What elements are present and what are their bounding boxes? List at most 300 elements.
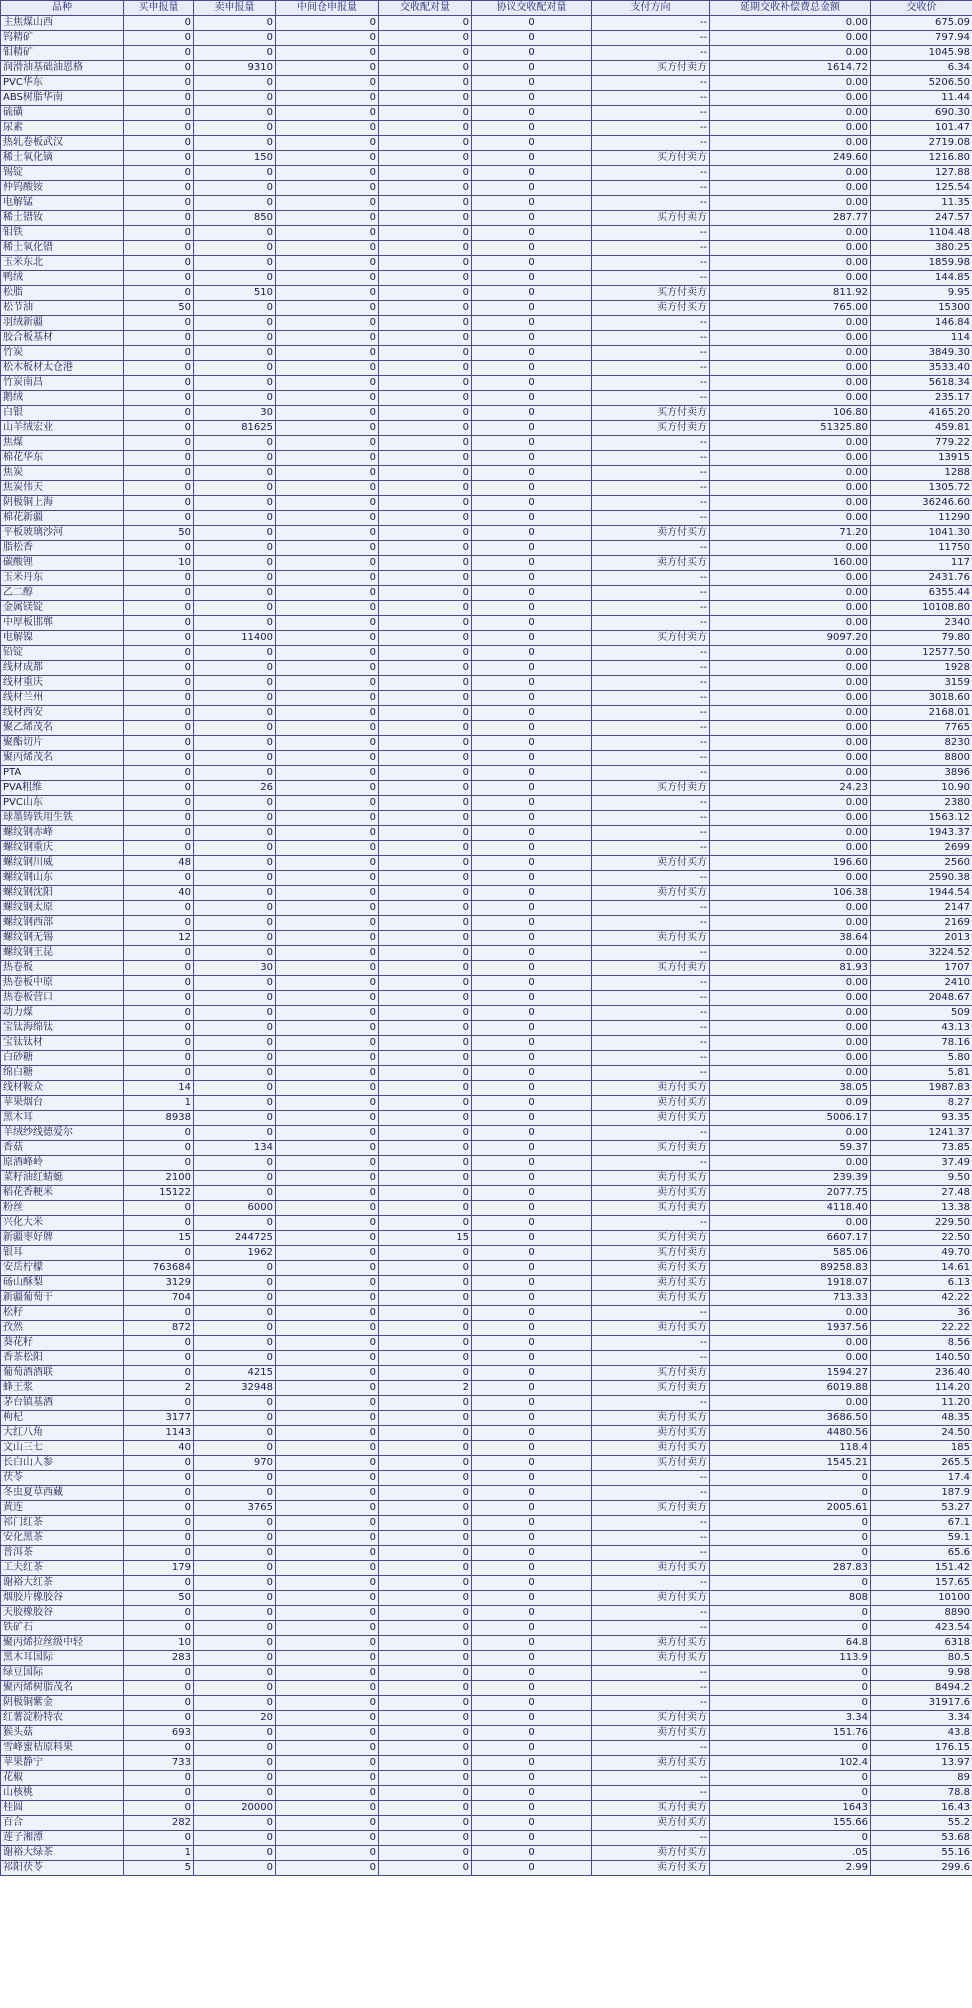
cell-compensation-total: 0.00 <box>710 706 871 721</box>
cell-sell-declared: 0 <box>194 916 276 931</box>
table-row <box>1 1411 972 1426</box>
cell-intermediate-declared: 0 <box>276 811 379 826</box>
cell-sell-declared: 0 <box>194 826 276 841</box>
cell-payment-direction: 卖方付买方 <box>592 931 710 946</box>
cell-buy-declared: 0 <box>124 1126 194 1141</box>
cell-matched: 0 <box>379 1801 472 1816</box>
cell-intermediate-declared: 0 <box>276 1771 379 1786</box>
cell-delivery-price: 37.49 <box>871 1156 972 1171</box>
cell-buy-declared: 0 <box>124 631 194 646</box>
cell-agreement-matched: 0 <box>472 106 592 121</box>
cell-intermediate-declared: 0 <box>276 1531 379 1546</box>
cell-matched: 0 <box>379 1171 472 1186</box>
cell-sell-declared: 0 <box>194 1561 276 1576</box>
cell-sell-declared: 0 <box>194 1351 276 1366</box>
cell-sell-declared: 0 <box>194 316 276 331</box>
cell-agreement-matched: 0 <box>472 751 592 766</box>
cell-delivery-price: 89 <box>871 1771 972 1786</box>
cell-delivery-price: 797.94 <box>871 31 972 46</box>
cell-matched: 0 <box>379 736 472 751</box>
cell-delivery-price: 9.50 <box>871 1171 972 1186</box>
cell-payment-direction: 卖方付买方 <box>592 1636 710 1651</box>
table-row <box>1 1261 972 1276</box>
cell-intermediate-declared: 0 <box>276 1636 379 1651</box>
cell-agreement-matched: 0 <box>472 436 592 451</box>
header-agreement-matched: 协议交收配对量 <box>472 1 592 16</box>
cell-delivery-price: 5618.34 <box>871 376 972 391</box>
cell-sell-declared: 0 <box>194 1546 276 1561</box>
cell-delivery-price: 10108.80 <box>871 601 972 616</box>
cell-buy-declared: 0 <box>124 166 194 181</box>
cell-matched: 2 <box>379 1381 472 1396</box>
cell-agreement-matched: 0 <box>472 826 592 841</box>
cell-agreement-matched: 0 <box>472 241 592 256</box>
cell-intermediate-declared: 0 <box>276 1186 379 1201</box>
cell-product: 黑木耳 <box>1 1111 124 1126</box>
cell-compensation-total: 0.00 <box>710 451 871 466</box>
cell-intermediate-declared: 0 <box>276 586 379 601</box>
cell-matched: 0 <box>379 1831 472 1846</box>
cell-product: 螺纹钢沈阳 <box>1 886 124 901</box>
cell-payment-direction: -- <box>592 466 710 481</box>
cell-compensation-total: 4480.56 <box>710 1426 871 1441</box>
cell-product: 山核桃 <box>1 1786 124 1801</box>
cell-intermediate-declared: 0 <box>276 1126 379 1141</box>
cell-delivery-price: 11750 <box>871 541 972 556</box>
cell-payment-direction: -- <box>592 1351 710 1366</box>
cell-product: 锡锭 <box>1 166 124 181</box>
cell-buy-declared: 704 <box>124 1291 194 1306</box>
cell-delivery-price: 3896 <box>871 766 972 781</box>
table-row <box>1 1231 972 1246</box>
cell-agreement-matched: 0 <box>472 886 592 901</box>
table-row <box>1 1321 972 1336</box>
cell-intermediate-declared: 0 <box>276 916 379 931</box>
cell-product: 香茶松阳 <box>1 1351 124 1366</box>
cell-product: 螺纹钢重庆 <box>1 841 124 856</box>
cell-intermediate-declared: 0 <box>276 91 379 106</box>
cell-agreement-matched: 0 <box>472 466 592 481</box>
cell-delivery-price: 2168.01 <box>871 706 972 721</box>
cell-intermediate-declared: 0 <box>276 1111 379 1126</box>
cell-buy-declared: 0 <box>124 961 194 976</box>
cell-agreement-matched: 0 <box>472 976 592 991</box>
cell-matched: 0 <box>379 1726 472 1741</box>
cell-product: 砀山酥梨 <box>1 1276 124 1291</box>
cell-buy-declared: 0 <box>124 211 194 226</box>
cell-delivery-price: 8.56 <box>871 1336 972 1351</box>
cell-agreement-matched: 0 <box>472 631 592 646</box>
cell-delivery-price: 7765 <box>871 721 972 736</box>
cell-product: 金属镁锭 <box>1 601 124 616</box>
cell-payment-direction: 买方付卖方 <box>592 1801 710 1816</box>
cell-compensation-total: 118.4 <box>710 1441 871 1456</box>
cell-compensation-total: 0.00 <box>710 916 871 931</box>
cell-agreement-matched: 0 <box>472 151 592 166</box>
cell-product: 松籽 <box>1 1306 124 1321</box>
cell-product: 茅台镇基酒 <box>1 1396 124 1411</box>
cell-matched: 0 <box>379 826 472 841</box>
cell-agreement-matched: 0 <box>472 1666 592 1681</box>
cell-product: 钨精矿 <box>1 31 124 46</box>
cell-matched: 0 <box>379 616 472 631</box>
cell-compensation-total: 0.00 <box>710 1036 871 1051</box>
cell-agreement-matched: 0 <box>472 511 592 526</box>
cell-payment-direction: -- <box>592 1696 710 1711</box>
cell-buy-declared: 0 <box>124 736 194 751</box>
cell-product: 安化黑茶 <box>1 1531 124 1546</box>
cell-buy-declared: 1 <box>124 1846 194 1861</box>
cell-intermediate-declared: 0 <box>276 301 379 316</box>
cell-matched: 0 <box>379 1741 472 1756</box>
cell-sell-declared: 0 <box>194 976 276 991</box>
cell-product: PVC华东 <box>1 76 124 91</box>
cell-agreement-matched: 0 <box>472 646 592 661</box>
cell-compensation-total: 287.77 <box>710 211 871 226</box>
cell-agreement-matched: 0 <box>472 421 592 436</box>
cell-buy-declared: 0 <box>124 1051 194 1066</box>
cell-delivery-price: 2699 <box>871 841 972 856</box>
cell-matched: 0 <box>379 1681 472 1696</box>
cell-intermediate-declared: 0 <box>276 1156 379 1171</box>
cell-agreement-matched: 0 <box>472 91 592 106</box>
table-row <box>1 346 972 361</box>
cell-compensation-total: 0.00 <box>710 841 871 856</box>
cell-compensation-total: 287.83 <box>710 1561 871 1576</box>
cell-delivery-price: 6.13 <box>871 1276 972 1291</box>
table-row <box>1 1846 972 1861</box>
cell-delivery-price: 144.85 <box>871 271 972 286</box>
table-row <box>1 511 972 526</box>
cell-sell-declared: 0 <box>194 511 276 526</box>
cell-compensation-total: 0.00 <box>710 901 871 916</box>
cell-sell-declared: 0 <box>194 811 276 826</box>
cell-intermediate-declared: 0 <box>276 1486 379 1501</box>
cell-intermediate-declared: 0 <box>276 841 379 856</box>
cell-agreement-matched: 0 <box>472 406 592 421</box>
cell-intermediate-declared: 0 <box>276 511 379 526</box>
cell-intermediate-declared: 0 <box>276 1606 379 1621</box>
cell-product: 桂圆 <box>1 1801 124 1816</box>
cell-buy-declared: 0 <box>124 121 194 136</box>
cell-intermediate-declared: 0 <box>276 331 379 346</box>
cell-buy-declared: 0 <box>124 1066 194 1081</box>
cell-buy-declared: 0 <box>124 1006 194 1021</box>
cell-product: 热轧卷板武汉 <box>1 136 124 151</box>
table-row <box>1 496 972 511</box>
cell-payment-direction: 卖方付买方 <box>592 526 710 541</box>
cell-sell-declared: 0 <box>194 226 276 241</box>
table-row <box>1 451 972 466</box>
cell-intermediate-declared: 0 <box>276 736 379 751</box>
cell-product: 中厚板邯郸 <box>1 616 124 631</box>
cell-product: 祁阳茯苓 <box>1 1861 124 1876</box>
table-row <box>1 1156 972 1171</box>
cell-payment-direction: -- <box>592 946 710 961</box>
cell-matched: 0 <box>379 256 472 271</box>
cell-delivery-price: 15300 <box>871 301 972 316</box>
cell-product: 苹果静宁 <box>1 1756 124 1771</box>
cell-product: 猴头菇 <box>1 1726 124 1741</box>
cell-matched: 0 <box>379 1336 472 1351</box>
table-row <box>1 361 972 376</box>
cell-matched: 0 <box>379 1456 472 1471</box>
cell-payment-direction: -- <box>592 661 710 676</box>
cell-sell-declared: 0 <box>194 361 276 376</box>
cell-agreement-matched: 0 <box>472 1066 592 1081</box>
cell-delivery-price: 8494.2 <box>871 1681 972 1696</box>
table-row <box>1 1516 972 1531</box>
cell-agreement-matched: 0 <box>472 1801 592 1816</box>
cell-product: 宝钛海绵钛 <box>1 1021 124 1036</box>
cell-agreement-matched: 0 <box>472 1321 592 1336</box>
cell-payment-direction: -- <box>592 976 710 991</box>
cell-intermediate-declared: 0 <box>276 676 379 691</box>
cell-compensation-total: 3.34 <box>710 1711 871 1726</box>
cell-buy-declared: 1143 <box>124 1426 194 1441</box>
cell-agreement-matched: 0 <box>472 1156 592 1171</box>
cell-payment-direction: -- <box>592 346 710 361</box>
cell-agreement-matched: 0 <box>472 1621 592 1636</box>
cell-buy-declared: 0 <box>124 571 194 586</box>
cell-sell-declared: 0 <box>194 931 276 946</box>
table-row <box>1 1006 972 1021</box>
cell-agreement-matched: 0 <box>472 76 592 91</box>
cell-intermediate-declared: 0 <box>276 751 379 766</box>
cell-buy-declared: 0 <box>124 1606 194 1621</box>
cell-sell-declared: 30 <box>194 961 276 976</box>
cell-payment-direction: -- <box>592 766 710 781</box>
cell-payment-direction: 买方付卖方 <box>592 1231 710 1246</box>
cell-delivery-price: 1563.12 <box>871 811 972 826</box>
cell-intermediate-declared: 0 <box>276 1786 379 1801</box>
cell-product: 松节油 <box>1 301 124 316</box>
cell-product: 香菇 <box>1 1141 124 1156</box>
cell-payment-direction: -- <box>592 676 710 691</box>
cell-intermediate-declared: 0 <box>276 406 379 421</box>
cell-delivery-price: 509 <box>871 1006 972 1021</box>
cell-compensation-total: 59.37 <box>710 1141 871 1156</box>
cell-payment-direction: 卖方付买方 <box>592 1276 710 1291</box>
cell-intermediate-declared: 0 <box>276 271 379 286</box>
cell-matched: 0 <box>379 376 472 391</box>
cell-product: ABS树脂华南 <box>1 91 124 106</box>
cell-sell-declared: 0 <box>194 886 276 901</box>
table-row <box>1 976 972 991</box>
cell-intermediate-declared: 0 <box>276 1651 379 1666</box>
cell-intermediate-declared: 0 <box>276 781 379 796</box>
cell-intermediate-declared: 0 <box>276 1291 379 1306</box>
cell-compensation-total: 585.06 <box>710 1246 871 1261</box>
table-row <box>1 1726 972 1741</box>
cell-buy-declared: 0 <box>124 136 194 151</box>
cell-compensation-total: 4118.40 <box>710 1201 871 1216</box>
cell-matched: 0 <box>379 961 472 976</box>
cell-delivery-price: 1987.83 <box>871 1081 972 1096</box>
table-row <box>1 331 972 346</box>
cell-agreement-matched: 0 <box>472 556 592 571</box>
table-row <box>1 106 972 121</box>
cell-matched: 0 <box>379 1606 472 1621</box>
table-row <box>1 181 972 196</box>
cell-product: 钼精矿 <box>1 46 124 61</box>
cell-agreement-matched: 0 <box>472 1276 592 1291</box>
cell-buy-declared: 0 <box>124 991 194 1006</box>
cell-agreement-matched: 0 <box>472 616 592 631</box>
cell-payment-direction: -- <box>592 1396 710 1411</box>
cell-payment-direction: -- <box>592 721 710 736</box>
cell-agreement-matched: 0 <box>472 1771 592 1786</box>
cell-compensation-total: 0.00 <box>710 181 871 196</box>
cell-intermediate-declared: 0 <box>276 601 379 616</box>
cell-delivery-price: 43.8 <box>871 1726 972 1741</box>
cell-delivery-price: 11.44 <box>871 91 972 106</box>
table-row <box>1 946 972 961</box>
cell-compensation-total: 0.00 <box>710 736 871 751</box>
table-row <box>1 136 972 151</box>
cell-delivery-price: 423.54 <box>871 1621 972 1636</box>
cell-sell-declared: 0 <box>194 991 276 1006</box>
cell-matched: 0 <box>379 1021 472 1036</box>
cell-product: 乙二醇 <box>1 586 124 601</box>
cell-intermediate-declared: 0 <box>276 181 379 196</box>
cell-delivery-price: 11.35 <box>871 196 972 211</box>
cell-compensation-total: 0.00 <box>710 316 871 331</box>
cell-matched: 0 <box>379 286 472 301</box>
cell-intermediate-declared: 0 <box>276 1561 379 1576</box>
cell-intermediate-declared: 0 <box>276 1471 379 1486</box>
cell-payment-direction: 卖方付买方 <box>592 1816 710 1831</box>
cell-product: 螺纹钢赤峰 <box>1 826 124 841</box>
table-row <box>1 1696 972 1711</box>
cell-product: 红薯淀粉特农 <box>1 1711 124 1726</box>
cell-compensation-total: 0.00 <box>710 196 871 211</box>
header-buy-declared: 买申报量 <box>124 1 194 16</box>
cell-product: PVC山东 <box>1 796 124 811</box>
cell-buy-declared: 0 <box>124 541 194 556</box>
cell-intermediate-declared: 0 <box>276 1576 379 1591</box>
cell-payment-direction: -- <box>592 586 710 601</box>
cell-product: 聚酯切片 <box>1 736 124 751</box>
cell-matched: 0 <box>379 451 472 466</box>
cell-payment-direction: 买方付卖方 <box>592 1711 710 1726</box>
cell-matched: 0 <box>379 361 472 376</box>
cell-agreement-matched: 0 <box>472 256 592 271</box>
cell-compensation-total: 0.00 <box>710 1066 871 1081</box>
cell-matched: 0 <box>379 211 472 226</box>
cell-matched: 0 <box>379 1666 472 1681</box>
cell-sell-declared: 0 <box>194 541 276 556</box>
cell-compensation-total: 0.00 <box>710 466 871 481</box>
cell-matched: 0 <box>379 526 472 541</box>
cell-buy-declared: 0 <box>124 946 194 961</box>
cell-intermediate-declared: 0 <box>276 1831 379 1846</box>
table-row <box>1 556 972 571</box>
cell-sell-declared: 0 <box>194 1486 276 1501</box>
cell-product: 菜籽油红蜻蜓 <box>1 1171 124 1186</box>
table-row <box>1 1576 972 1591</box>
cell-intermediate-declared: 0 <box>276 796 379 811</box>
cell-delivery-price: 10.90 <box>871 781 972 796</box>
cell-sell-declared: 0 <box>194 1816 276 1831</box>
cell-intermediate-declared: 0 <box>276 1681 379 1696</box>
cell-buy-declared: 10 <box>124 556 194 571</box>
cell-sell-declared: 0 <box>194 31 276 46</box>
cell-delivery-price: 55.2 <box>871 1816 972 1831</box>
cell-buy-declared: 283 <box>124 1651 194 1666</box>
cell-agreement-matched: 0 <box>472 1816 592 1831</box>
cell-matched: 0 <box>379 331 472 346</box>
cell-buy-declared: 50 <box>124 301 194 316</box>
cell-matched: 0 <box>379 811 472 826</box>
cell-agreement-matched: 0 <box>472 136 592 151</box>
cell-buy-declared: 0 <box>124 826 194 841</box>
table-row <box>1 1246 972 1261</box>
cell-sell-declared: 6000 <box>194 1201 276 1216</box>
cell-delivery-price: 675.09 <box>871 16 972 31</box>
cell-compensation-total: 0.00 <box>710 541 871 556</box>
cell-compensation-total: 0.00 <box>710 106 871 121</box>
cell-product: 聚丙烯树脂茂名 <box>1 1681 124 1696</box>
table-row <box>1 436 972 451</box>
table-row <box>1 1096 972 1111</box>
cell-intermediate-declared: 0 <box>276 1426 379 1441</box>
table-row <box>1 736 972 751</box>
cell-intermediate-declared: 0 <box>276 106 379 121</box>
cell-intermediate-declared: 0 <box>276 931 379 946</box>
cell-compensation-total: 0.00 <box>710 661 871 676</box>
cell-matched: 0 <box>379 1291 472 1306</box>
cell-compensation-total: 0.00 <box>710 571 871 586</box>
cell-sell-declared: 0 <box>194 241 276 256</box>
cell-sell-declared: 0 <box>194 1621 276 1636</box>
cell-matched: 0 <box>379 226 472 241</box>
table-row <box>1 286 972 301</box>
cell-product: 球墨铸铁用生铁 <box>1 811 124 826</box>
cell-payment-direction: -- <box>592 196 710 211</box>
cell-matched: 0 <box>379 1516 472 1531</box>
cell-matched: 0 <box>379 1261 472 1276</box>
cell-sell-declared: 0 <box>194 1156 276 1171</box>
table-row <box>1 1171 972 1186</box>
cell-agreement-matched: 0 <box>472 1126 592 1141</box>
cell-delivery-price: 27.48 <box>871 1186 972 1201</box>
cell-buy-declared: 0 <box>124 226 194 241</box>
cell-agreement-matched: 0 <box>472 1546 592 1561</box>
cell-buy-declared: 0 <box>124 676 194 691</box>
header-product: 品种 <box>1 1 124 16</box>
cell-delivery-price: 2013 <box>871 931 972 946</box>
cell-matched: 0 <box>379 316 472 331</box>
cell-matched: 0 <box>379 1246 472 1261</box>
cell-buy-declared: 40 <box>124 886 194 901</box>
cell-compensation-total: 64.8 <box>710 1636 871 1651</box>
cell-matched: 0 <box>379 346 472 361</box>
cell-delivery-price: 31917.6 <box>871 1696 972 1711</box>
cell-buy-declared: 0 <box>124 916 194 931</box>
cell-intermediate-declared: 0 <box>276 631 379 646</box>
cell-buy-declared: 0 <box>124 1471 194 1486</box>
cell-compensation-total: 0.00 <box>710 616 871 631</box>
cell-matched: 0 <box>379 1066 472 1081</box>
cell-matched: 0 <box>379 46 472 61</box>
cell-compensation-total: 239.39 <box>710 1171 871 1186</box>
cell-intermediate-declared: 0 <box>276 76 379 91</box>
cell-buy-declared: 0 <box>124 1456 194 1471</box>
cell-product: 线材鞍众 <box>1 1081 124 1096</box>
cell-delivery-price: 11290 <box>871 511 972 526</box>
cell-matched: 0 <box>379 1846 472 1861</box>
